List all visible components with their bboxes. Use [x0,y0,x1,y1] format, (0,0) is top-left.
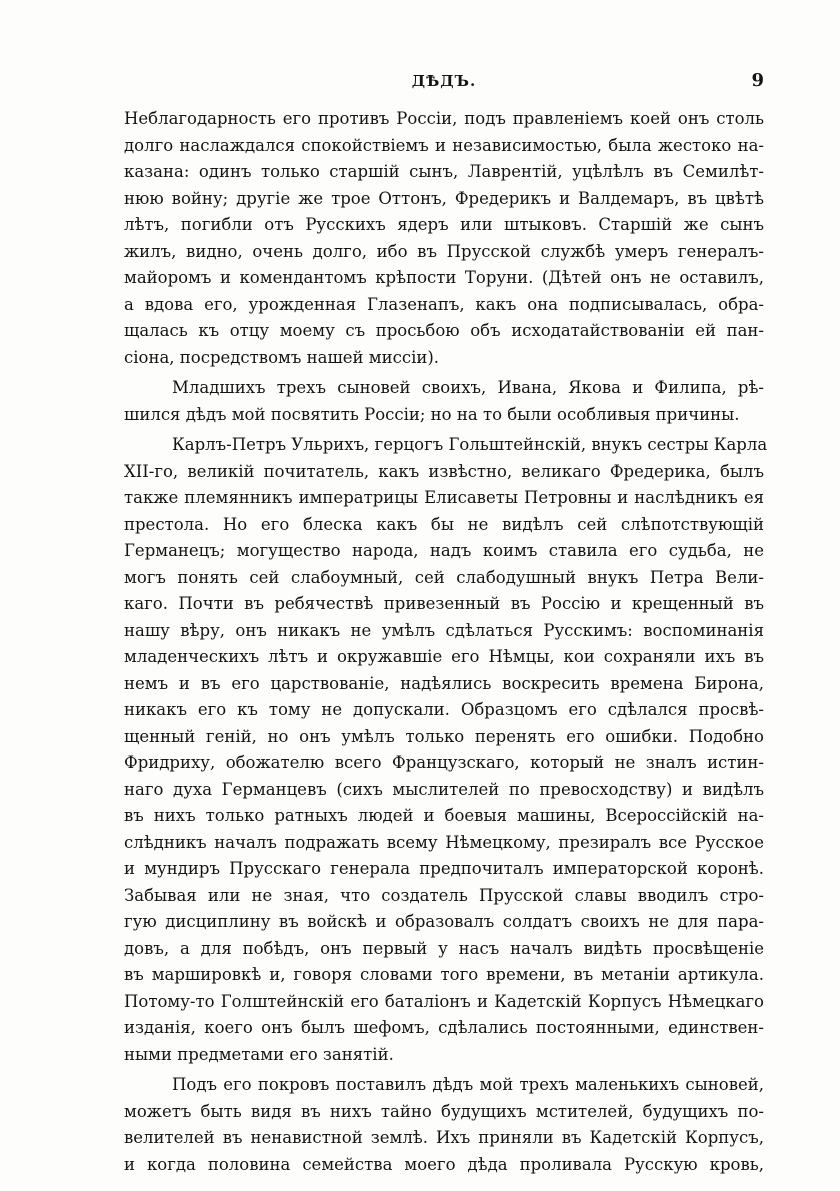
text-line: гую дисциплину въ войскѣ и образовалъ солдатъ своихъ не для пара- [124,912,764,931]
text-line: нашу вѣру, онъ никакъ не умѣлъ сдѣлаться Русскимъ: воспоминанія [124,620,764,640]
text-line: а вдова его, урожденная Глазенапъ, какъ она подписывалась, обра- [124,294,764,314]
text-line: немъ и въ его царствованіе, надѣялись воскресить времена Бирона, [124,673,764,693]
text-line: и мундиръ Прусскаго генерала предпочиталъ императорской коронѣ. [124,859,764,878]
text-line: майоромъ и комендантомъ крѣпости Торуни. (Дѣтей онъ не оставилъ, [124,268,764,287]
text-line: нюю войну; другіе же трое Оттонъ, Фредерикъ и Валдемаръ, въ цвѣтѣ [124,188,764,208]
text-line: могъ понять сей слабоумный, сей слабодушный внукъ Петра Вели- [124,567,764,587]
text-line: Фридриху, обожателю всего Французскаго, который не зналъ истин- [124,753,764,772]
paragraph [124,106,764,371]
text-line: Карлъ-Петръ Ульрихъ, герцогъ Гольштейнскій, внукъ сестры Карла [172,435,768,454]
text-line: слѣдникъ началъ подражать всему Нѣмецкому, презиралъ все Русское [124,832,764,852]
text-line: лѣтъ, погибли отъ Русскихъ ядеръ или штыковъ. Старшій же сынъ [124,215,764,234]
text-line: Неблагодарность его противъ Россіи, подъ правленіемъ коей онъ столь [124,109,764,128]
text-line: въ нихъ только ратныхъ людей и боевыя машины, Всероссійскій на- [124,806,764,825]
text-line: Забывая или не зная, что создатель Прусской славы вводилъ стро- [124,885,764,905]
text-body [124,106,768,1182]
text-line: никакъ его къ тому не допускали. Образцомъ его сдѣлался просвѣ- [124,700,764,719]
text-line: жилъ, видно, очень долго, ибо въ Прусской службѣ умеръ генералъ- [124,241,764,261]
text-line: довъ, а для побѣдъ, онъ первый у насъ началъ видѣть просвѣщеніе [124,938,764,958]
text-line: ными предметами его занятій. [124,1044,394,1064]
text-line: можетъ быть видя въ нихъ тайно будущихъ мстителей, будущихъ по- [124,1101,764,1121]
running-head [124,72,764,96]
text-line: изданія, коего онъ былъ шефомъ, сдѣлались постоянными, единствен- [124,1018,764,1037]
running-title: ДѢДЪ. [411,72,477,90]
text-line: сіона, посредствомъ нашей миссіи). [124,347,440,367]
text-line: долго наслаждался спокойствіемъ и независимостью, была жестоко на- [124,135,764,155]
text-line: въ маршировкѣ и, говоря словами того времени, въ метаніи артикула. [124,965,764,984]
paragraph [124,432,768,1068]
text-line: XII-го, великій почитатель, какъ извѣстно, великаго Фредерика, былъ [124,461,764,481]
text-line: казана: одинъ только старшій сынъ, Лаврентій, уцѣлѣлъ въ Семилѣт- [124,162,764,181]
text-line: младенческихъ лѣтъ и окружавшіе его Нѣмцы, кои сохраняли ихъ въ [124,647,764,666]
paragraph [124,375,764,428]
text-line: каго. Почти въ ребячествѣ привезенный въ Россію и крещенный въ [124,594,764,613]
page-number: 9 [751,70,764,91]
text-line: щалась къ отцу моему съ просьбою объ исходатайствованіи ей пан- [124,321,764,340]
text-line: также племянникъ императрицы Елисаветы Петровны и наслѣдникъ ея [124,488,764,507]
text-line: престола. Но его блеска какъ бы не видѣлъ сей слѣпотствующій [124,514,764,534]
text-line: шился дѣдъ мой посвятить Россіи; но на то были особливыя причины. [124,404,740,424]
text-line: Потому-то Голштейнскій его баталіонъ и Кадетскій Корпусъ Нѣмецкаго [124,991,764,1011]
text-line: Подъ его покровъ поставилъ дѣдъ мой трехъ маленькихъ сыновей, [172,1075,764,1094]
text-line: велителей въ ненавистной землѣ. Ихъ приняли въ Кадетскій Корпусъ, [124,1128,764,1147]
paragraph [124,1072,764,1178]
text-line: Младшихъ трехъ сыновей своихъ, Ивана, Якова и Филипа, рѣ- [172,378,764,397]
text-line: и когда половина семейства моего дѣда проливала Русскую кровь, [124,1154,764,1174]
text-line: Германецъ; могущество народа, надъ коимъ ставила его судьба, не [124,541,764,560]
text-line: щенный геній, но онъ умѣлъ только перенять его ошибки. Подобно [124,726,764,746]
text-line: наго духа Германцевъ (сихъ мыслителей по превосходству) и видѣлъ [124,779,764,799]
